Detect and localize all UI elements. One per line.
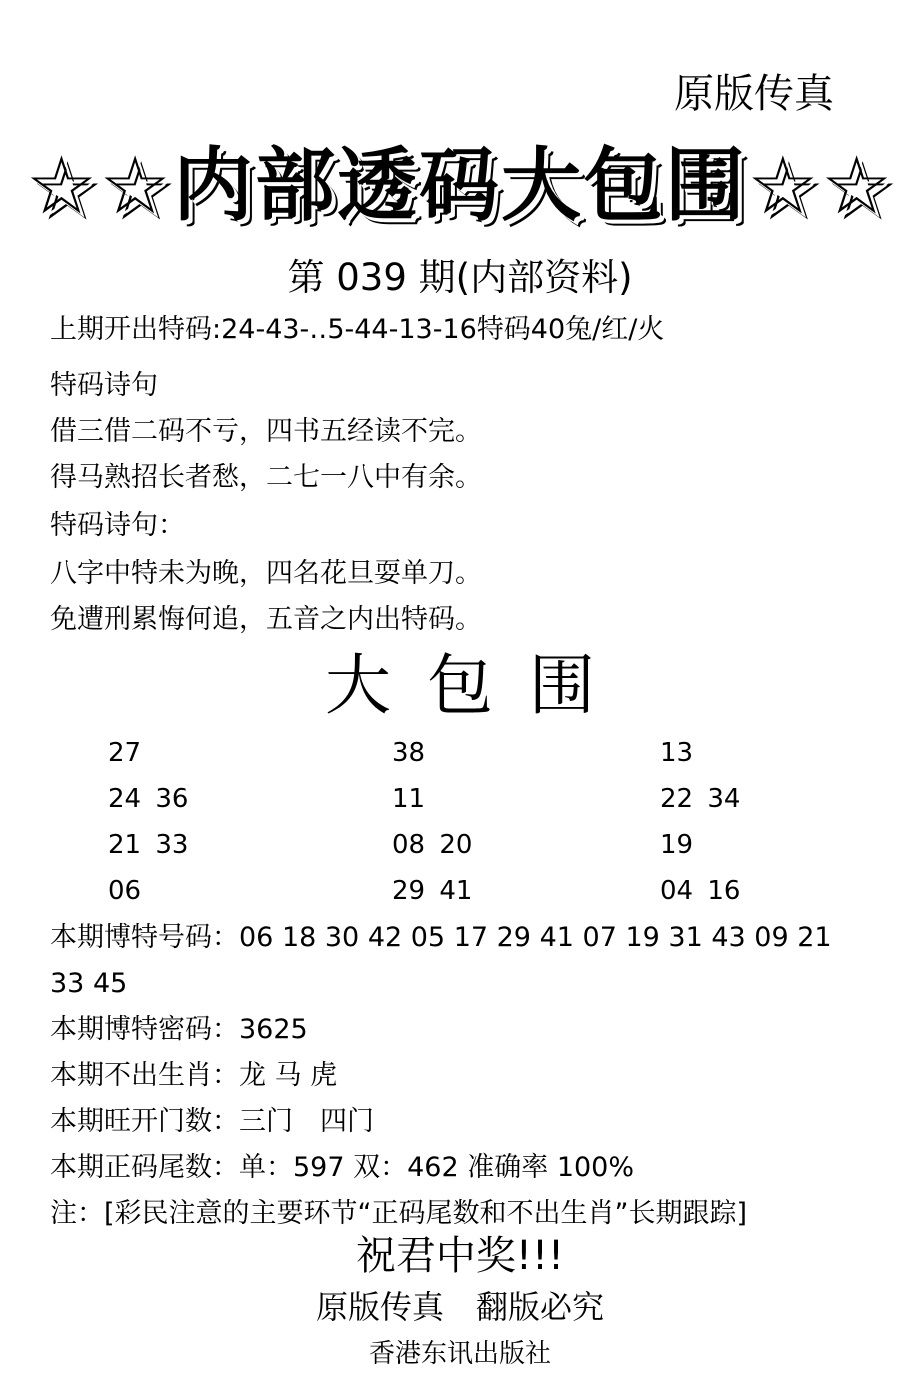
poem-line: 免遭刑累悔何追，五音之内出特码。	[50, 604, 482, 635]
tail-numbers-line: 本期正码尾数：单：597 双：462 准确率 100%	[50, 1152, 635, 1183]
grid-cell: 06	[108, 876, 142, 906]
section-title: 大包围	[325, 647, 631, 724]
congrats-text: 祝君中奖!!!	[355, 1233, 565, 1279]
grid-cell: 24 36	[108, 784, 189, 814]
grid-cell: 08 20	[392, 830, 473, 860]
secret-code-line: 本期博特密码：3625	[50, 1014, 308, 1045]
note-line: 注：[彩民注意的主要环节“正码尾数和不出生肖”长期跟踪]	[50, 1198, 748, 1229]
poem-line: 得马熟招长者愁，二七一八中有余。	[50, 462, 482, 493]
grid-cell: 29 41	[392, 876, 473, 906]
poem-line: 八字中特未为晚，四名花旦耍单刀。	[50, 558, 482, 589]
last-result-line: 上期开出特码:24-43-‥5-44-13-16特码40兔/红/火	[50, 314, 665, 345]
source-label-top: 原版传真	[674, 71, 834, 117]
grid-cell: 19	[660, 830, 694, 860]
excluded-zodiac-line: 本期不出生肖：龙 马 虎	[50, 1060, 338, 1091]
grid-cell: 27	[108, 738, 142, 768]
special-numbers-line-1: 本期博特号码：06 18 30 42 05 17 29 41 07 19 31 43 09 21	[50, 922, 832, 953]
lucky-doors-line: 本期旺开门数：三门 四门	[50, 1106, 374, 1137]
special-numbers-line-2: 33 45	[50, 968, 128, 999]
publisher-text: 香港东讯出版社	[368, 1339, 551, 1369]
grid-cell: 13	[660, 738, 694, 768]
issue-number: 第 039 期(内部资料)	[287, 256, 633, 299]
poem-line: 借三借二码不亏，四书五经读不完。	[50, 416, 482, 447]
grid-cell: 38	[392, 738, 426, 768]
grid-cell: 21 33	[108, 830, 189, 860]
poem-heading-1: 特码诗句	[50, 370, 158, 401]
rights-text: 原版传真 翻版必究	[315, 1288, 604, 1326]
main-title: ☆☆内部透码大包围☆☆	[25, 139, 895, 232]
grid-cell: 11	[392, 784, 426, 814]
grid-cell: 04 16	[660, 876, 741, 906]
grid-cell: 22 34	[660, 784, 741, 814]
poem-heading-2: 特码诗句：	[50, 510, 185, 541]
